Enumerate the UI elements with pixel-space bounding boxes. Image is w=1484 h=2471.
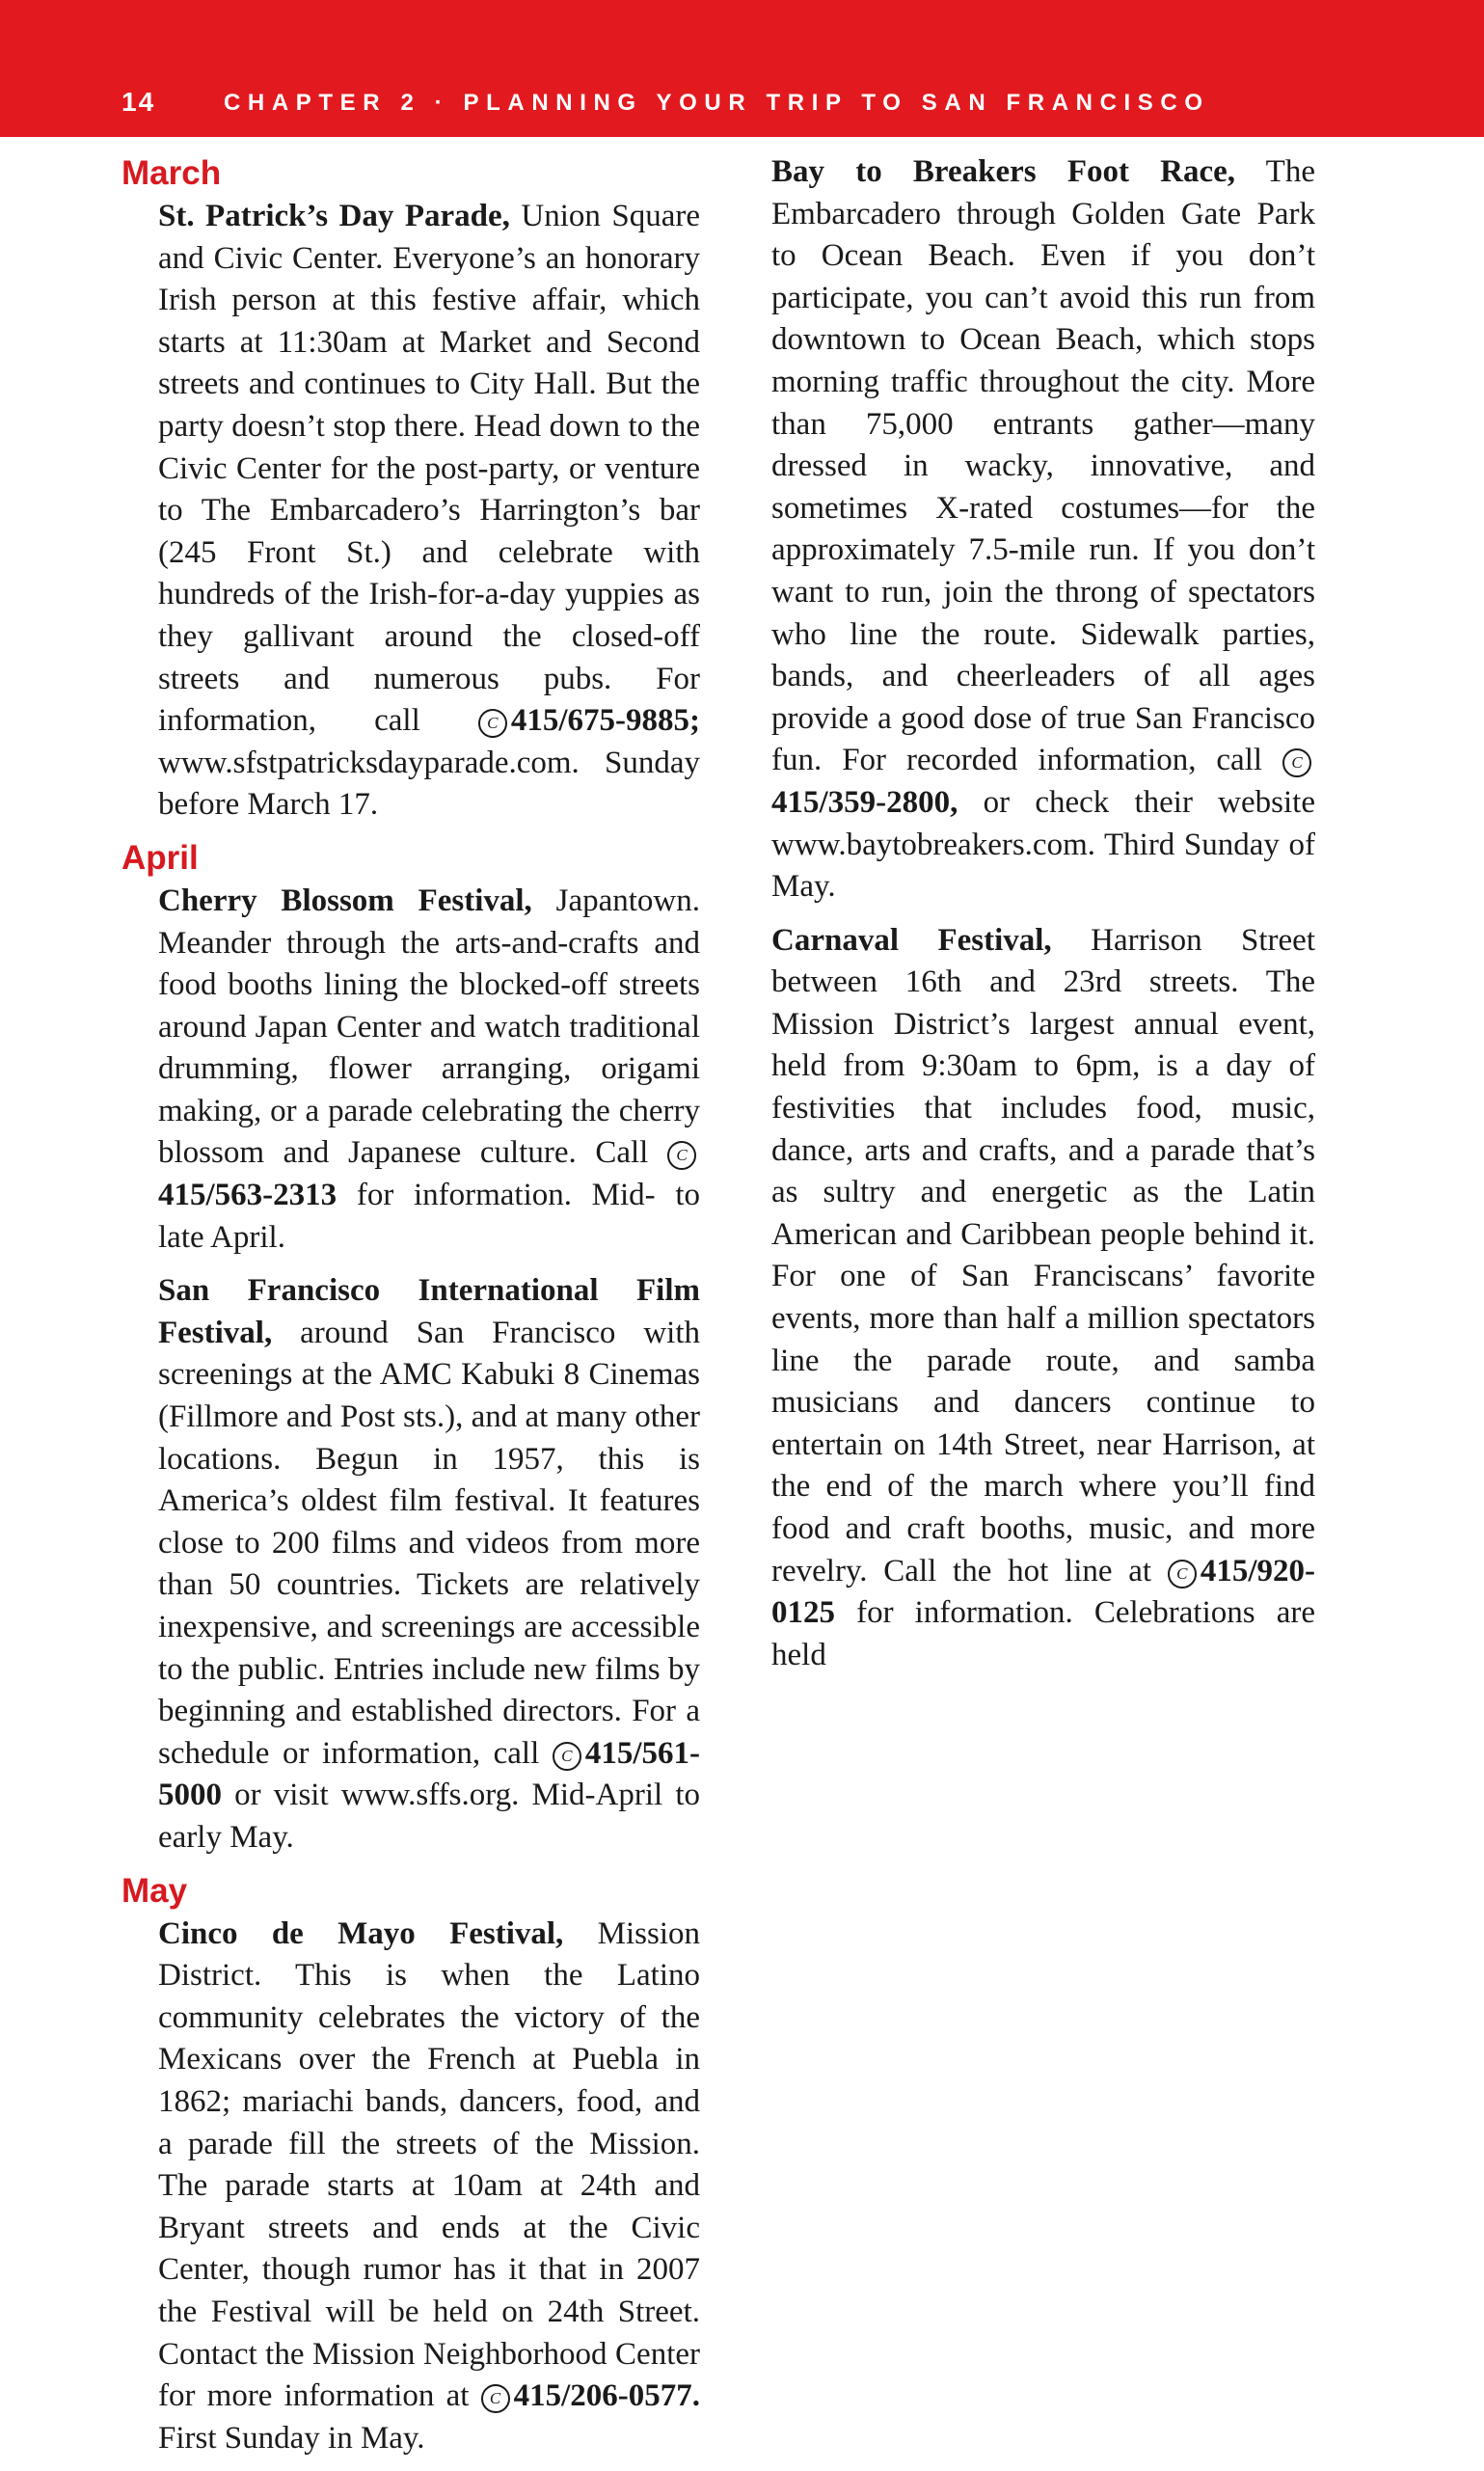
event-details: for information. Mid- to late April. <box>158 1178 700 1255</box>
phone-icon: C <box>1282 748 1311 777</box>
event-phone: 415/920-0125 <box>771 1553 1315 1631</box>
event-film-festival <box>121 1270 700 1859</box>
event-bay-to-breakers <box>771 151 1315 909</box>
event-name: Carnaval Festival, <box>771 922 1052 958</box>
phone-icon: C <box>667 1141 696 1170</box>
event-details: for information. Celebrations are held <box>771 1595 1315 1672</box>
event-description: Union Square and Civic Center. Everyone’s an honorary Irish person at this festive affair, which starts at 11:30am at Market and Second streets and continues to City Hall. But the party doesn’t stop there. Head down to the Civic Center for the post-party, or venture to The Embarcadero’s Harrington’s bar (245 Front St.) and celebrate with hundreds of the Irish-for-a-day yuppies as they gallivant around the closed-off streets and numerous pubs. For information, call <box>158 199 700 739</box>
event-carnaval <box>771 920 1315 1677</box>
event-details: or visit www.sffs.org. Mid-April to early May. <box>158 1778 700 1855</box>
event-details: www.sfstpatricksdayparade.com. Sunday before March 17. <box>158 745 700 823</box>
month-heading-may: May <box>121 1871 188 1910</box>
event-name: St. Patrick’s Day Parade, <box>158 199 510 233</box>
event-cinco-de-mayo <box>121 1914 700 2460</box>
phone-icon: C <box>553 1742 581 1771</box>
event-name: Bay to Breakers Foot Race, <box>771 154 1236 189</box>
right-column <box>771 151 1315 1688</box>
event-description: around San Francisco with screenings at the AMC Kabuki 8 Cinemas (Fillmore and Post sts.), and at many other locations. Begun in 1957, this is America’s oldest film festival. It features close to 200 films and videos from more than 50 countries. Tickets are relatively inexpensive, and screenings are accessible to the public. Entries include new films by beginning and established directors. For a schedule or information, call <box>158 1315 700 1771</box>
page-number: 14 <box>121 87 156 117</box>
phone-icon: C <box>478 709 507 738</box>
event-st-patricks <box>121 196 700 827</box>
event-phone: 415/359-2800, <box>771 784 958 820</box>
event-details: or check their website www.baytobreakers.com. Third Sunday of May. <box>771 784 1315 905</box>
event-phone: 415/675-9885; <box>510 703 700 739</box>
event-phone: 415/563-2313 <box>158 1178 337 1213</box>
event-name: San Francisco International Film Festival, <box>158 1273 700 1350</box>
left-column <box>121 151 700 2471</box>
event-cherry-blossom <box>121 881 700 1259</box>
event-details: First Sunday in May. <box>158 2420 425 2456</box>
month-heading-march: March <box>121 154 222 192</box>
phone-icon: C <box>481 2384 510 2413</box>
event-description: Harrison Street between 16th and 23rd streets. The Mission District’s largest annual event, held from 9:30am to 6pm, is a day of festivities that includes food, music, dance, arts and crafts, and a parade that’s as sultry and energetic as the Latin American and Caribbean people behind it. For one of San Franciscans’ favorite events, more than half a million spectators line the parade route, and samba musicians and dancers continue to entertain on 14th Street, near Harrison, at the end of the march where you’ll find food and craft booths, music, and more revelry. Call the hot line at <box>771 922 1315 1588</box>
event-description: The Embarcadero through Golden Gate Park to Ocean Beach. Even if you don’t participate, you can’t avoid this run from downtown to Ocean Beach, which stops morning traffic throughout the city. More than 75,000 entrants gather—many dressed in wacky, innovative, and sometimes X-rated costumes—for the approximately 7.5-mile run. If you don’t want to run, join the throng of spectators who line the route. Sidewalk parties, bands, and cheerleaders of all ages provide a good dose of true San Francisco fun. For recorded information, call <box>771 154 1315 778</box>
phone-icon: C <box>1168 1560 1197 1588</box>
running-head: CHAPTER 2 · PLANNING YOUR TRIP TO SAN FRANCISCO <box>224 90 1210 116</box>
month-heading-april: April <box>121 838 199 877</box>
event-name: Cinco de Mayo Festival, <box>158 1915 564 1951</box>
event-phone: 415/206-0577. <box>513 2378 700 2414</box>
event-name: Cherry Blossom Festival, <box>158 882 532 918</box>
header-bar <box>0 0 1484 137</box>
event-description: Mission District. This is when the Latino community celebrates the victory of the Mexicans over the French at Puebla in 1862; mariachi bands, dancers, food, and a parade fill the streets of the Mission. The parade starts at 10am at 24th and Bryant streets and ends at the Civic Center, though rumor has it that in 2007 the Festival will be held on 24th Street. Contact the Mission Neighborhood Center for more information at <box>158 1915 700 2414</box>
event-description: Japantown. Meander through the arts-and-crafts and food booths lining the blocked-off streets around Japan Center and watch traditional drumming, flower arranging, origami making, or a parade celebrating the cherry blossom and Japanese culture. Call <box>158 882 701 1171</box>
event-phone: 415/561-5000 <box>158 1735 700 1813</box>
